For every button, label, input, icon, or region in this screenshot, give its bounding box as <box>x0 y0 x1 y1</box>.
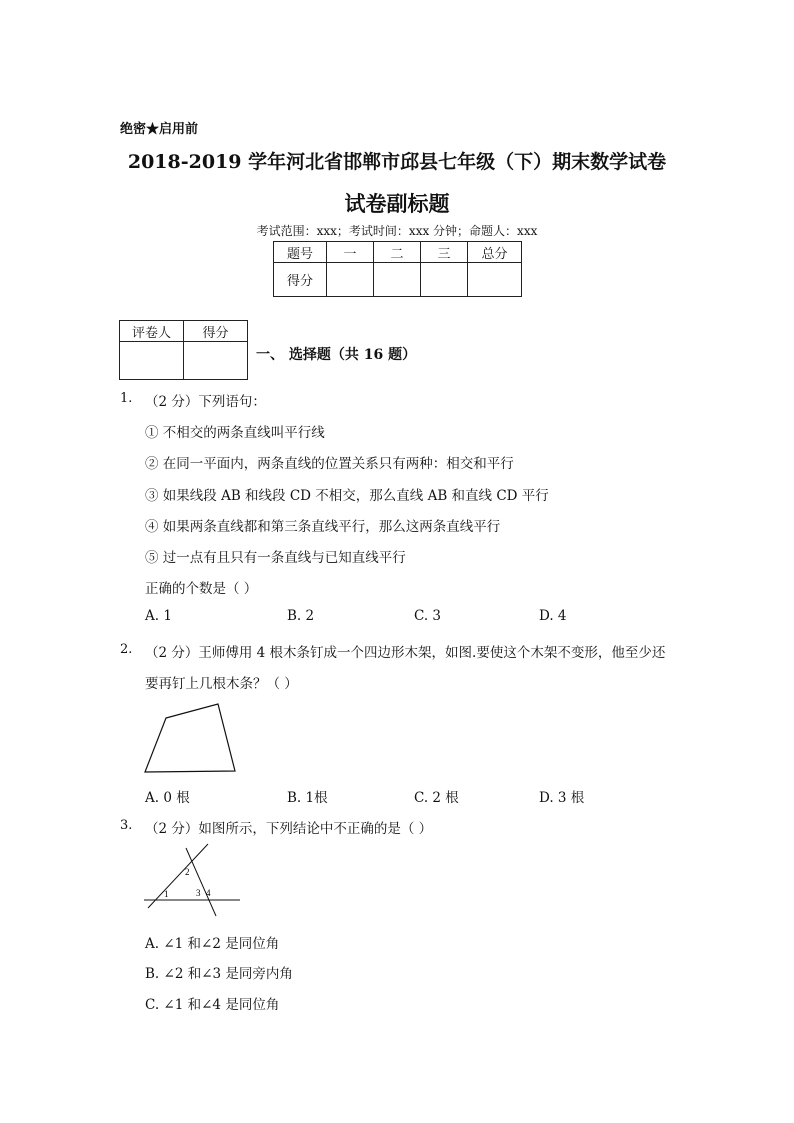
option-a: A. 0 根 <box>145 790 190 806</box>
option-a: A. ∠1 和∠2 是同位角 <box>145 936 280 952</box>
option-b: B. 2 <box>287 608 315 624</box>
question-ask: 正确的个数是（ ） <box>145 581 258 597</box>
statement-item: ① 不相交的两条直线叫平行线 <box>145 425 325 441</box>
grader-cell <box>120 342 184 380</box>
score-header-cell: 三 <box>421 242 468 263</box>
quadrilateral-figure <box>140 698 245 778</box>
option-d: D. 3 根 <box>539 790 585 806</box>
grader-score-cell <box>184 342 248 380</box>
score-cell <box>468 263 522 297</box>
exam-title: 2018-2019 学年河北省邯郸市邱县七年级（下）期末数学试卷 <box>127 151 667 173</box>
score-cell <box>374 263 421 297</box>
question-number: 3. <box>120 818 133 833</box>
transversal-line <box>186 848 216 916</box>
grader-score-header: 得分 <box>184 321 248 342</box>
slanted-line <box>148 844 208 908</box>
score-table <box>273 241 522 297</box>
exam-subtitle: 试卷副标题 <box>344 191 450 216</box>
score-row-label: 得分 <box>274 263 327 297</box>
option-c: C. 2 根 <box>414 790 459 806</box>
option-d: D. 4 <box>539 608 567 624</box>
score-header-cell: 总分 <box>468 242 522 263</box>
score-cell <box>327 263 374 297</box>
score-header-cell: 二 <box>374 242 421 263</box>
question-stem: （2 分）王师傅用 4 根木条钉成一个四边形木架，如图.要使这个木架不变形，他至少还 <box>145 645 666 661</box>
question-number: 2. <box>120 642 133 657</box>
statement-item: ② 在同一平面内，两条直线的位置关系只有两种：相交和平行 <box>145 456 514 472</box>
angle-label-2: 2 <box>185 867 190 877</box>
option-a: A. 1 <box>145 608 172 624</box>
angle-label-4: 4 <box>206 888 211 898</box>
angle-label-3: 3 <box>196 888 201 898</box>
question-stem-cont: 要再钉上几根木条？（ ） <box>145 676 298 692</box>
grader-table <box>119 320 248 380</box>
statement-item: ③ 如果线段 AB 和线段 CD 不相交，那么直线 AB 和直线 CD 平行 <box>145 488 549 504</box>
grader-header: 评卷人 <box>120 321 184 342</box>
angle-label-1: 1 <box>164 889 169 899</box>
confidential-mark: 绝密★启用前 <box>120 122 199 137</box>
score-header-cell: 一 <box>327 242 374 263</box>
question-stem: （2 分）下列语句： <box>145 394 266 410</box>
score-cell <box>421 263 468 297</box>
question-number: 1. <box>120 391 133 406</box>
score-header-cell: 题号 <box>274 242 327 263</box>
exam-info: 考试范围：xxx；考试时间：xxx 分钟；命题人：xxx <box>256 224 538 238</box>
quadrilateral-shape <box>145 704 235 772</box>
option-b: B. 1根 <box>287 790 328 806</box>
angles-figure <box>140 840 245 920</box>
option-c: C. ∠1 和∠4 是同位角 <box>145 997 280 1013</box>
option-b: B. ∠2 和∠3 是同旁内角 <box>145 966 293 982</box>
question-stem: （2 分）如图所示，下列结论中不正确的是（ ） <box>145 821 433 837</box>
statement-item: ⑤ 过一点有且只有一条直线与已知直线平行 <box>145 550 406 566</box>
option-c: C. 3 <box>414 608 442 624</box>
statement-item: ④ 如果两条直线都和第三条直线平行，那么这两条直线平行 <box>145 519 501 535</box>
section-title: 一、 选择题（共 16 题） <box>256 347 417 363</box>
